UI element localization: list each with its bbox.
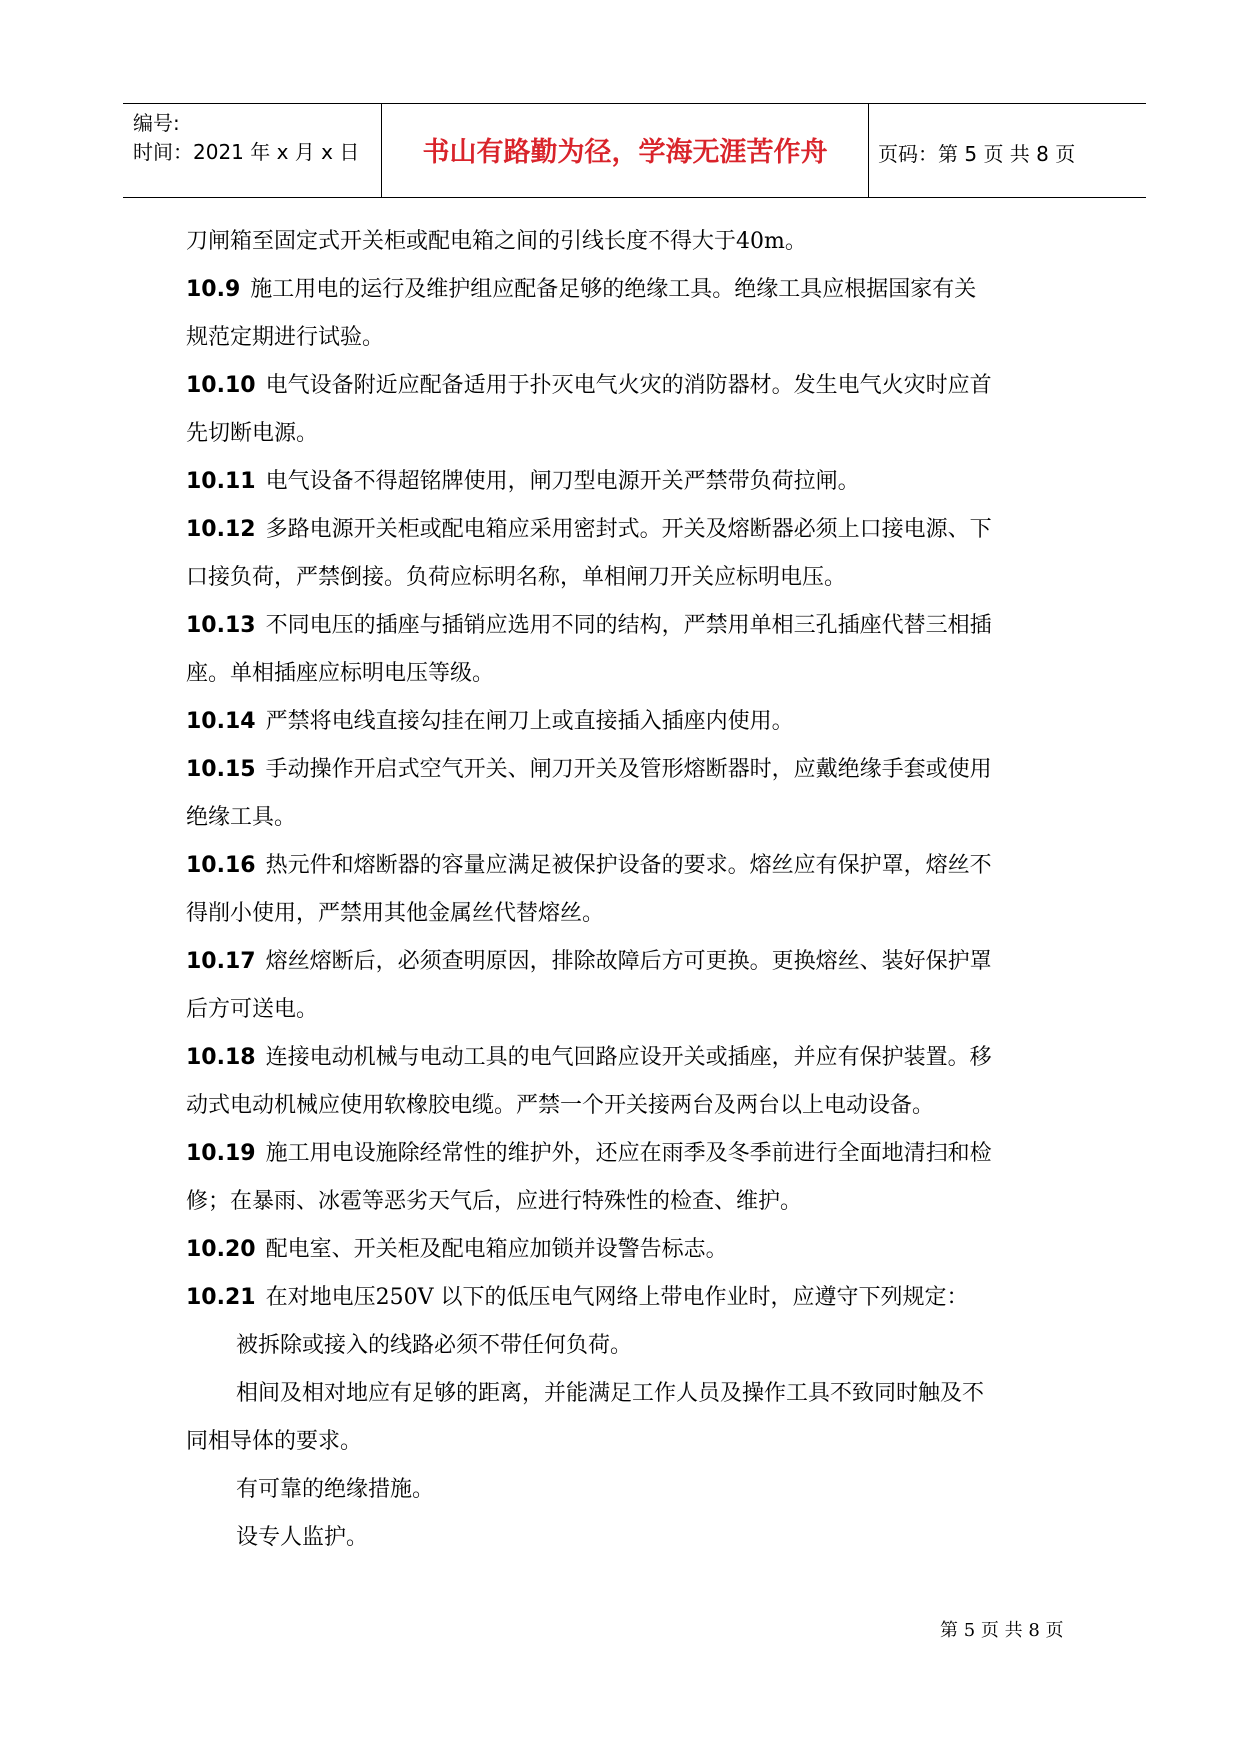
document-date: 时间：2021 年 x 月 x 日: [133, 140, 360, 164]
clause-number: 10.20: [186, 1237, 256, 1262]
header-motto: 书山有路勤为径，学海无涯苦作舟: [422, 137, 828, 168]
clause-text: 连接电动机械与电动工具的电气回路应设开关或插座，并应有保护装置。移: [265, 1045, 992, 1070]
clause-text: 座。单相插座应标明电压等级。: [186, 661, 495, 686]
clause-text: 修；在暴雨、冰雹等恶劣天气后，应进行特殊性的检查、维护。: [186, 1189, 803, 1214]
clause-text: 规范定期进行试验。: [186, 325, 385, 350]
clause-number: 10.14: [186, 709, 256, 734]
clause-text: 多路电源开关柜或配电箱应采用密封式。开关及熔断器必须上口接电源、下: [265, 517, 992, 542]
clause-number: 10.19: [186, 1141, 256, 1166]
header-page-info: 页码：第 5 页 共 8 页: [878, 142, 1076, 166]
text-line: [186, 890, 1086, 938]
clause-text: 动式电动机械应使用软橡胶电缆。严禁一个开关接两台及两台以上电动设备。: [186, 1093, 935, 1118]
clause-number: 10.12: [186, 517, 256, 542]
text-line: [186, 1322, 1086, 1370]
text-line: [186, 1226, 1086, 1274]
text-line: [186, 362, 1086, 410]
text-line: [186, 314, 1086, 362]
text-line: [186, 458, 1086, 506]
clause-text: 同相导体的要求。: [186, 1429, 363, 1454]
clause-text: 后方可送电。: [186, 997, 319, 1022]
clause-number: 10.17: [186, 949, 256, 974]
clause-text: 在对地电压250V 以下的低压电气网络上带电作业时，应遵守下列规定：: [265, 1285, 969, 1310]
clause-text: 手动操作开启式空气开关、闸刀开关及管形熔断器时，应戴绝缘手套或使用: [265, 757, 992, 782]
text-line: [186, 266, 1086, 314]
header-middle-cell: [381, 104, 869, 197]
page-footer: 第 5 页 共 8 页: [940, 1620, 1064, 1641]
text-line: [186, 698, 1086, 746]
text-line: [186, 1418, 1086, 1466]
clause-text: 刀闸箱至固定式开关柜或配电箱之间的引线长度不得大于40m。: [186, 229, 807, 254]
clause-text: 电气设备不得超铭牌使用，闸刀型电源开关严禁带负荷拉闸。: [265, 469, 860, 494]
clause-text: 施工用电设施除经常性的维护外，还应在雨季及冬季前进行全面地清扫和检: [265, 1141, 992, 1166]
clause-number: 10.10: [186, 373, 256, 398]
text-line: [186, 506, 1086, 554]
text-line: [186, 650, 1086, 698]
clause-number: 10.13: [186, 613, 256, 638]
text-line: [186, 746, 1086, 794]
clause-text: 绝缘工具。: [186, 805, 297, 830]
text-line: [186, 1274, 1086, 1322]
clause-text: 严禁将电线直接勾挂在闸刀上或直接插入插座内使用。: [265, 709, 794, 734]
clause-number: 10.15: [186, 757, 256, 782]
clause-text: 相间及相对地应有足够的距离，并能满足工作人员及操作工具不致同时触及不: [236, 1381, 985, 1406]
clause-text: 口接负荷，严禁倒接。负荷应标明名称，单相闸刀开关应标明电压。: [186, 565, 847, 590]
clause-text: 先切断电源。: [186, 421, 319, 446]
clause-number: 10.11: [186, 469, 256, 494]
clause-number: 10.18: [186, 1045, 256, 1070]
header-left-cell: [123, 104, 381, 197]
text-line: [186, 1082, 1086, 1130]
header-right-cell: [868, 104, 1146, 197]
text-line: [186, 794, 1086, 842]
clause-text: 不同电压的插座与插销应选用不同的结构，严禁用单相三孔插座代替三相插: [265, 613, 992, 638]
page-header: [123, 103, 1146, 198]
text-line: [186, 1370, 1086, 1418]
text-line: [186, 1130, 1086, 1178]
document-number-label: 编号:: [133, 111, 180, 135]
clause-text: 电气设备附近应配备适用于扑灭电气火灾的消防器材。发生电气火灾时应首: [265, 373, 992, 398]
text-line: [186, 938, 1086, 986]
text-line: [186, 410, 1086, 458]
clause-text: 有可靠的绝缘措施。: [236, 1477, 435, 1502]
clause-text: 配电室、开关柜及配电箱应加锁并设警告标志。: [265, 1237, 728, 1262]
text-line: [186, 554, 1086, 602]
text-line: [186, 1466, 1086, 1514]
text-line: [186, 986, 1086, 1034]
text-line: [186, 1514, 1086, 1562]
text-line: [186, 842, 1086, 890]
clause-text: 设专人监护。: [236, 1525, 369, 1550]
clause-text: 施工用电的运行及维护组应配备足够的绝缘工具。绝缘工具应根据国家有关: [250, 277, 977, 302]
document-body: [186, 218, 1086, 1562]
clause-number: 10.21: [186, 1285, 256, 1310]
clause-text: 被拆除或接入的线路必须不带任何负荷。: [236, 1333, 633, 1358]
clause-number: 10.16: [186, 853, 256, 878]
text-line: [186, 1178, 1086, 1226]
clause-text: 得削小使用，严禁用其他金属丝代替熔丝。: [186, 901, 605, 926]
clause-text: 熔丝熔断后，必须查明原因，排除故障后方可更换。更换熔丝、装好保护罩: [265, 949, 992, 974]
text-line: [186, 218, 1086, 266]
clause-number: 10.9: [186, 277, 241, 302]
text-line: [186, 1034, 1086, 1082]
text-line: [186, 602, 1086, 650]
clause-text: 热元件和熔断器的容量应满足被保护设备的要求。熔丝应有保护罩，熔丝不: [265, 853, 992, 878]
